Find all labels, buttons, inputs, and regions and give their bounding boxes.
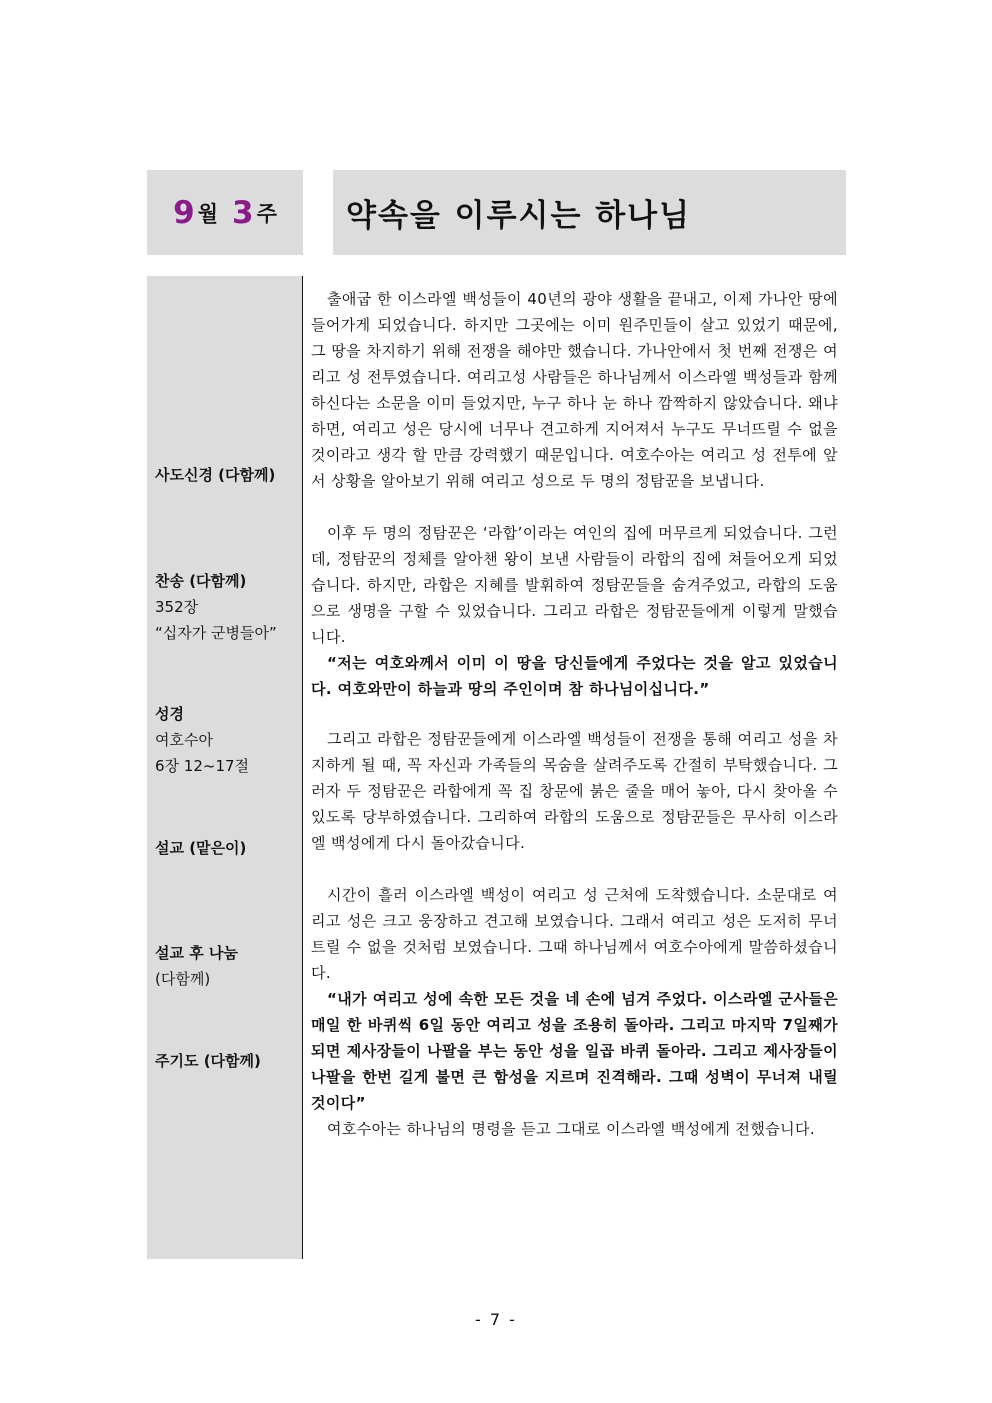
creed-section — [155, 462, 275, 488]
quote-rahab: “저는 여호와께서 이미 이 땅을 당신들에게 주었다는 것을 알고 있었습니다. 여호와만이 하늘과 땅의 주인이며 참 하나님이십니다.” — [311, 654, 838, 698]
paragraph-4: 시간이 흘러 이스라엘 백성이 여리고 성 근처에 도착했습니다. 소문대로 여리고 성은 크고 웅장하고 견고해 보였습니다. 그래서 여리고 성은 도저히 무너트릴 수 없을 것처럼 보였습니다. 그때 하나님께서 여호수아에게 말씀하셨습니다. — [311, 886, 838, 982]
page-number: - 7 - — [475, 1310, 517, 1329]
scripture-book: 여호수아 — [155, 731, 213, 749]
paragraph-1: 출애굽 한 이스라엘 백성들이 40년의 광야 생활을 끝내고, 이제 가나안 땅에 들어가게 되었습니다. 하지만 그곳에는 이미 원주민들이 살고 있었기 때문에, 그 땅을 차지하기 위해 전쟁을 해야만 했습니다. 가나안에서 첫 번째 전쟁은 여리고 성 전투였습니다. 여리고성 사람들은 하나님께서 이스라엘 백성들과 함께하신다는 소문을 이미 들었지만, 누구 하나 눈 하나 깜짝하지 않았습니다. 왜냐하면, 여리고 성은 당시에 너무나 견고하게 지어져서 누구도 무너뜨릴 수 없을 것이라고 생각 할 만큼 강력했기 때문입니다. 여호수아는 여리고 성 전투에 앞서 상황을 알아보기 위해 여리고 성으로 두 명의 정탐꾼을 보냅니다. — [311, 290, 838, 490]
week-label — [147, 170, 303, 255]
prayer-section — [155, 1048, 261, 1074]
sharing-section — [155, 940, 238, 992]
prayer-label: 주기도 (다함께) — [155, 1052, 261, 1070]
title-box — [333, 170, 846, 255]
week-number: 3 — [232, 194, 254, 231]
hymn-number: 352장 — [155, 598, 199, 616]
hymn-name: “십자가 군병들아” — [155, 624, 277, 642]
sermon-label: 설교 (맡은이) — [155, 839, 247, 857]
paragraph-3: 그리고 라합은 정탐꾼들에게 이스라엘 백성들이 전쟁을 통해 여리고 성을 차지하게 될 때, 꼭 자신과 가족들의 목숨을 살려주도록 간절히 부탁했습니다. 그러자 두 정탐꾼은 라합에게 꼭 집 창문에 붉은 줄을 매어 놓아, 다시 찾아올 수 있도록 당부하였습니다. 그리하여 라합의 도움으로 정탐꾼들은 무사히 이스라엘 백성에게 다시 돌아갔습니다. — [311, 730, 838, 852]
hymn-section — [155, 568, 277, 646]
week-unit: 주 — [256, 201, 277, 226]
scripture-section — [155, 701, 249, 779]
story-body — [311, 286, 838, 1142]
scripture-label: 성경 — [155, 705, 184, 723]
sharing-label: 설교 후 나눔 — [155, 944, 238, 962]
page-title: 약속을 이루시는 하나님 — [346, 198, 692, 234]
paragraph-2: 이후 두 명의 정탐꾼은 ‘라합’이라는 여인의 집에 머무르게 되었습니다. 그런데, 정탐꾼의 정체를 알아챈 왕이 보낸 사람들이 라합의 집에 쳐들어오게 되었습니다. 하지만, 라합은 지혜를 발휘하여 정탐꾼들을 숨겨주었고, 라합의 도움으로 생명을 구할 수 있었습니다. 그리고 라합은 정탐꾼들에게 이렇게 말했습니다. — [311, 524, 838, 646]
column-divider — [302, 276, 303, 1259]
scripture-reference: 6장 12~17절 — [155, 757, 250, 775]
quote-god: “내가 여리고 성에 속한 모든 것을 네 손에 넘겨 주었다. 이스라엘 군사들은 매일 한 바퀴씩 6일 동안 여리고 성을 조용히 돌아라. 그리고 마지막 7일째가 되면 제사장들이 나팔을 부는 동안 성을 일곱 바퀴 돌아라. 그리고 제사장들이 나팔을 한번 길게 불면 큰 함성을 지르며 진격해라. 그때 성벽이 무너져 내릴 것이다” — [311, 990, 838, 1112]
sermon-section — [155, 835, 246, 861]
order-of-service-sidebar — [147, 276, 303, 1259]
month-unit: 월 — [197, 201, 218, 226]
hymn-label: 찬송 (다함께) — [155, 572, 247, 590]
sharing-sub: (다함께) — [155, 970, 211, 988]
month-number: 9 — [173, 194, 195, 231]
creed-label: 사도신경 (다함께) — [155, 466, 276, 484]
paragraph-5: 여호수아는 하나님의 명령을 듣고 그대로 이스라엘 백성에게 전했습니다. — [327, 1120, 816, 1138]
